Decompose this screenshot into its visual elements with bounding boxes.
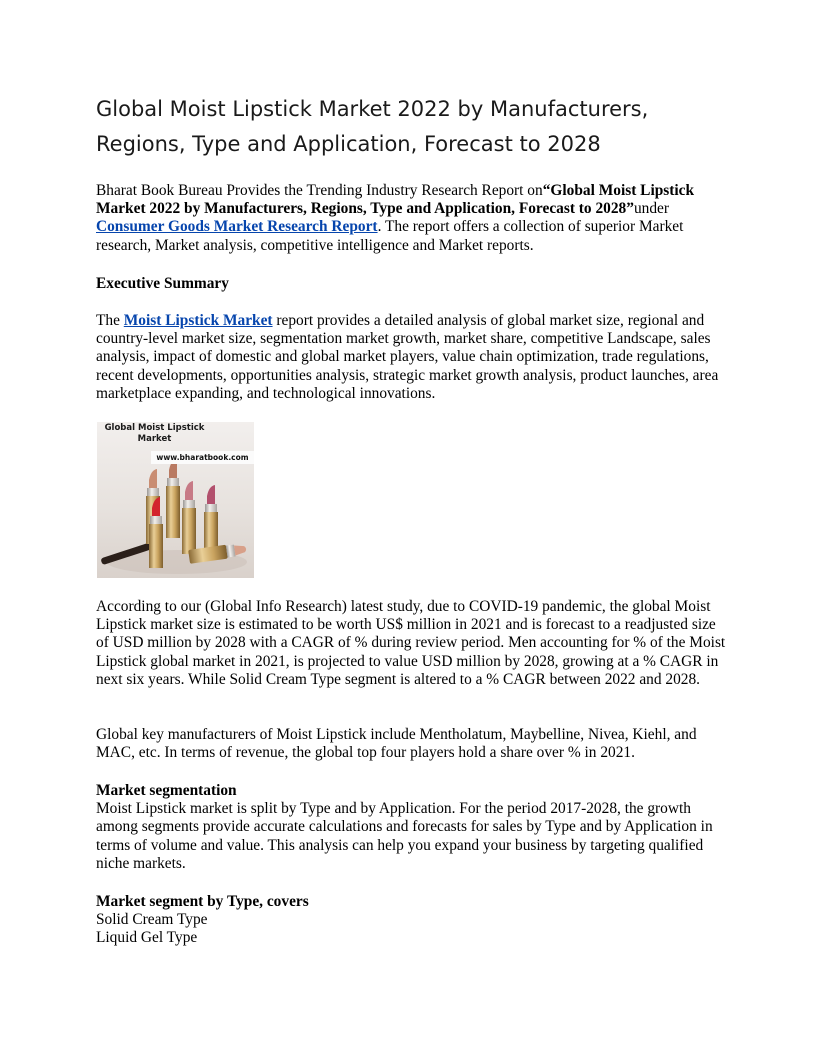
figure-title bbox=[97, 423, 212, 445]
lipstick-illustration bbox=[97, 422, 254, 578]
intro-bold-title: “Global Moist Lipstick Market 2022 by Manufacturers, Regions, Type and Application, Forecast to 2028” bbox=[96, 182, 695, 218]
segmentation-heading: Market segmentation bbox=[96, 782, 237, 799]
executive-summary-paragraph bbox=[96, 312, 726, 403]
segmentation-section bbox=[96, 782, 726, 873]
page-title: Global Moist Lipstick Market 2022 by Manufacturers, Regions, Type and Application, Forecast to 2028 bbox=[96, 97, 649, 156]
figure-title-line1: Global Moist Lipstick bbox=[104, 423, 205, 433]
executive-summary-heading: Executive Summary bbox=[96, 275, 229, 292]
lipstick-deep-pink bbox=[204, 485, 218, 552]
segmentation-text: Moist Lipstick market is split by Type and by Application. For the period 2017-2028, the growth among segments provide accurate calculations and forecasts for sales by Type and by Application in terms of volume and value. This analysis can help you expand your business by targeting qualified niche markets. bbox=[96, 800, 713, 872]
consumer-goods-report-link[interactable]: Consumer Goods Market Research Report bbox=[96, 218, 378, 236]
segment-by-type-section bbox=[96, 893, 726, 948]
exec-prefix: The bbox=[96, 312, 124, 329]
figure-url: www.bharatbook.com bbox=[151, 451, 254, 464]
moist-lipstick-market-link[interactable]: Moist Lipstick Market bbox=[123, 312, 273, 329]
list-item: Solid Cream Type bbox=[96, 911, 208, 929]
intro-prefix: Bharat Book Bureau Provides the Trending Industry Research Report on bbox=[96, 182, 543, 199]
lipstick-nude-tall bbox=[166, 459, 180, 538]
study-paragraph: According to our (Global Info Research) latest study, due to COVID-19 pandemic, the global Moist Lipstick market size is estimated to be worth US$ million in 2021 and is forecast to a readjusted size of USD million by 2028 with a CAGR of % during review period. Men accounting for % of the Moist Lipstick global market in 2021, is projected to value USD million by 2028, growing at a % CAGR in next six years. While Solid Cream Type segment is altered to a % CAGR between 2022 and 2028. bbox=[96, 598, 726, 688]
intro-suffix: . The report offers a collection of superior Market research, Market analysis, competitive intelligence and Market reports. bbox=[96, 218, 684, 254]
lipstick-pink bbox=[182, 481, 196, 554]
intro-paragraph bbox=[96, 182, 726, 255]
list-item: Liquid Gel Type bbox=[96, 929, 198, 947]
exec-text: report provides a detailed analysis of global market size, regional and country-level market size, segmentation market growth, market share, competitive Landscape, sales analysis, impact of domestic and global market players, value chain optimization, trade regulations, recent developments, opportunities analysis, strategic market growth analysis, product launches, area marketplace expanding, and technological innovations. bbox=[96, 312, 719, 402]
intro-under: under bbox=[633, 200, 669, 218]
lipstick-product-image bbox=[97, 422, 254, 578]
manufacturers-paragraph: Global key manufacturers of Moist Lipstick include Mentholatum, Maybelline, Nivea, Kiehl, and MAC, etc. In terms of revenue, the global top four players hold a share over % in 2021. bbox=[96, 726, 697, 762]
segment-by-type-heading: Market segment by Type, covers bbox=[96, 893, 309, 910]
figure-title-line2: Market bbox=[137, 434, 172, 444]
